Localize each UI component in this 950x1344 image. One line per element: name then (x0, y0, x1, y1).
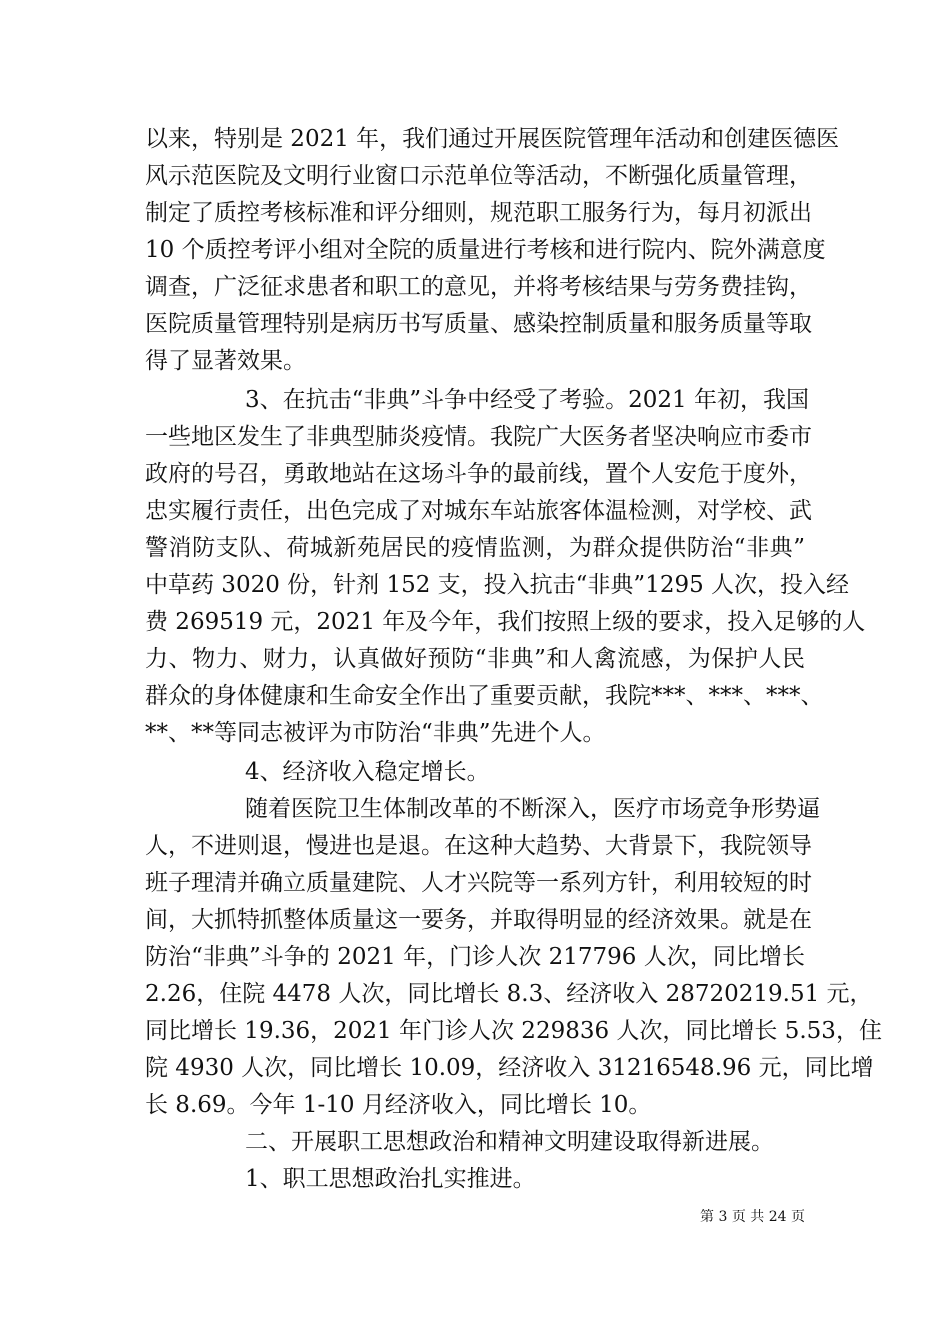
body-text-line: 同比增长 19.36，2021 年门诊人次 229836 人次，同比增长 5.53，住 (145, 1018, 882, 1044)
body-text-line: 10 个质控考评小组对全院的质量进行考核和进行院内、院外满意度 (145, 237, 826, 263)
page-number-footer: 第 3 页 共 24 页 (700, 1209, 805, 1225)
section-heading-text: 二、开展职工思想政治和精神文明建设取得新进展。 (245, 1129, 774, 1155)
body-text-line: 班子理清并确立质量建院、人才兴院等一系列方针，利用较短的时 (145, 870, 812, 896)
section-heading-line (145, 385, 809, 415)
body-text-line: 政府的号召，勇敢地站在这场斗争的最前线，置个人安危于度外， (145, 461, 812, 487)
body-text-line: 调查，广泛征求患者和职工的意见，并将考核结果与劳务费挂钩， (145, 274, 812, 300)
body-text-line: 以来，特别是 2021 年，我们通过开展医院管理年活动和创建医德医 (145, 126, 840, 152)
section-heading-text: 3、在抗击“非典”斗争中经受了考验。2021 年初，我国 (245, 387, 809, 413)
section-heading-text: 1、职工思想政治扎实推进。 (245, 1166, 536, 1192)
paragraph-first-line: 随着医院卫生体制改革的不断深入，医疗市场竞争形势逼 (245, 796, 820, 822)
body-text-line: 2.26，住院 4478 人次，同比增长 8.3、经济收入 28720219.51 元， (145, 981, 873, 1007)
section-heading-line (145, 757, 805, 787)
body-text-line: 人，不进则退，慢进也是退。在这种大趋势、大背景下，我院领导 (145, 833, 812, 859)
body-text-line: 医院质量管理特别是病历书写质量、感染控制质量和服务质量等取 (145, 311, 812, 337)
body-text-line: 忠实履行责任，出色完成了对城东车站旅客体温检测，对学校、武 (145, 498, 812, 524)
body-text-line: **、**等同志被评为市防治“非典”先进个人。 (145, 720, 606, 746)
body-text-line: 力、物力、财力，认真做好预防“非典”和人禽流感，为保护人民 (145, 646, 805, 672)
section-heading-line (145, 1164, 805, 1194)
body-text-line: 长 8.69。今年 1-10 月经济收入，同比增长 10。 (145, 1092, 652, 1118)
section-heading-line (145, 1127, 805, 1157)
body-text-line: 中草药 3020 份，针剂 152 支，投入抗击“非典”1295 人次，投入经 (145, 572, 850, 598)
body-text-line: 防治“非典”斗争的 2021 年，门诊人次 217796 人次，同比增长 (145, 944, 805, 970)
body-text-line: 费 269519 元，2021 年及今年，我们按照上级的要求，投入足够的人 (145, 609, 866, 635)
body-text-line (145, 794, 820, 824)
body-text-line: 制定了质控考核标准和评分细则，规范职工服务行为，每月初派出 (145, 200, 812, 226)
body-text-line: 得了显著效果。 (145, 348, 306, 374)
section-heading-text: 4、经济收入稳定增长。 (245, 759, 490, 785)
body-text-line: 间，大抓特抓整体质量这一要务，并取得明显的经济效果。就是在 (145, 907, 812, 933)
body-text-line: 风示范医院及文明行业窗口示范单位等活动，不断强化质量管理， (145, 163, 812, 189)
body-text-line: 群众的身体健康和生命安全作出了重要贡献，我院***、***、***、 (145, 683, 824, 709)
body-text-line: 院 4930 人次，同比增长 10.09，经济收入 31216548.96 元，同比增 (145, 1055, 874, 1081)
body-text-line: 一些地区发生了非典型肺炎疫情。我院广大医务者坚决响应市委市 (145, 424, 812, 450)
body-text-line: 警消防支队、荷城新苑居民的疫情监测，为群众提供防治“非典” (145, 535, 805, 561)
